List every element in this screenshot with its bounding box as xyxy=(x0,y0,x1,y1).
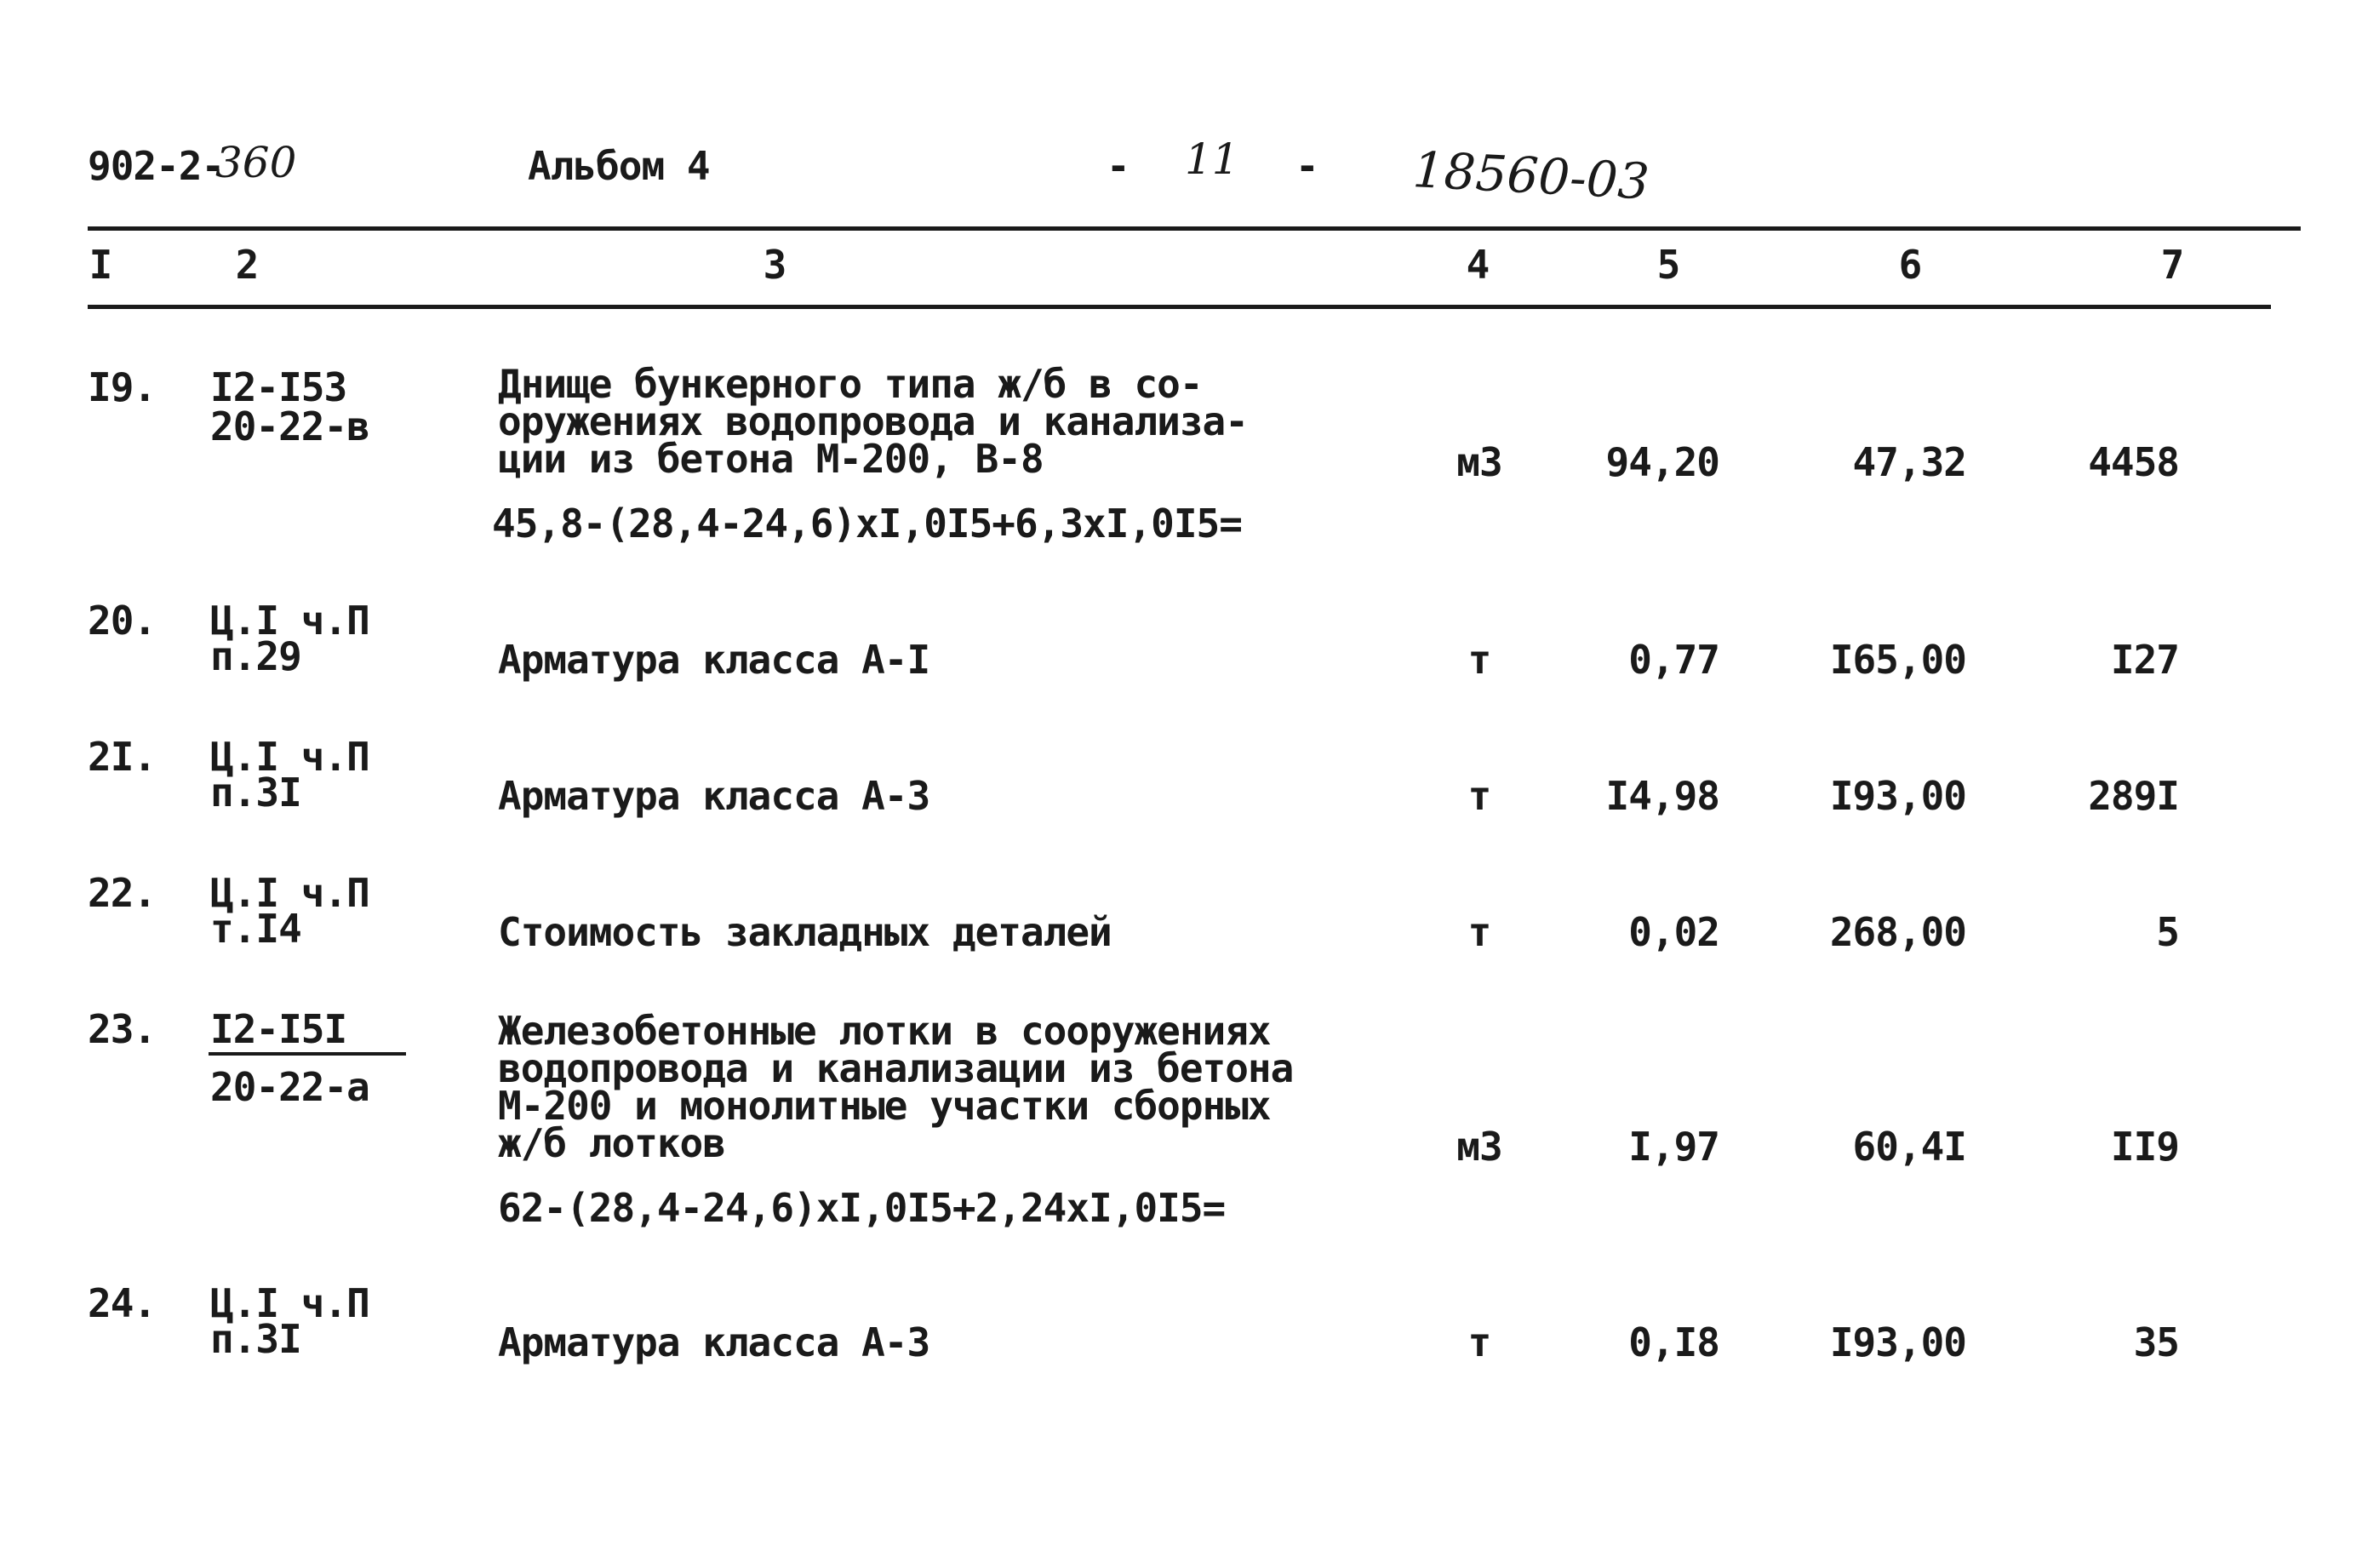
description-line: водопровода и канализации из бетона xyxy=(498,1045,1294,1091)
unit-price: I93,00 xyxy=(1829,773,1966,819)
col-header-4: 4 xyxy=(1466,242,1490,288)
unit: м3 xyxy=(1456,439,1502,485)
description-line: оружениях водопровода и канализа- xyxy=(498,398,1248,444)
unit: т xyxy=(1467,1319,1491,1365)
norm-code-line: Ц.I ч.П xyxy=(210,734,369,780)
total-cost: 289I xyxy=(2088,773,2179,819)
formula: 62-(28,4-24,6)xI,0I5+2,24xI,0I5= xyxy=(498,1185,1226,1231)
norm-code-line: 20-22-а xyxy=(210,1064,369,1110)
row-number: I9. xyxy=(88,364,157,410)
total-cost: 4458 xyxy=(2088,439,2179,485)
quantity: 0,77 xyxy=(1628,637,1719,683)
document-number: 18560-03 xyxy=(1411,140,1651,211)
quantity: I,97 xyxy=(1628,1124,1719,1170)
project-code-handwritten: 360 xyxy=(215,138,297,187)
description-line: Днище бункерного типа ж/б в со- xyxy=(498,361,1203,407)
quantity: 94,20 xyxy=(1605,439,1719,485)
unit: т xyxy=(1467,637,1491,683)
unit-price: I65,00 xyxy=(1829,637,1966,683)
page-number: 11 xyxy=(1185,134,1239,184)
unit: т xyxy=(1467,773,1491,819)
total-cost: 5 xyxy=(2156,909,2179,955)
page-dash-right: - xyxy=(1295,143,1318,189)
project-code: 902-2- xyxy=(88,143,225,189)
row-number: 2I. xyxy=(88,734,157,780)
total-cost: 35 xyxy=(2133,1319,2179,1365)
row-number: 22. xyxy=(88,870,157,916)
header-rule-bottom xyxy=(88,305,2271,309)
row-number: 20. xyxy=(88,598,157,644)
col-header-1: I xyxy=(89,242,112,288)
unit-price: 47,32 xyxy=(1852,439,1966,485)
unit-price: 268,00 xyxy=(1829,909,1966,955)
norm-code-line: Ц.I ч.П xyxy=(210,870,369,916)
description-line: Арматура класса А-3 xyxy=(498,1319,930,1365)
norm-code-line: п.3I xyxy=(210,770,301,815)
norm-code-line: п.3I xyxy=(210,1316,301,1362)
unit-price: 60,4I xyxy=(1852,1124,1966,1170)
total-cost: II9 xyxy=(2110,1124,2179,1170)
norm-code-line: Ц.I ч.П xyxy=(210,1280,369,1326)
row-number: 23. xyxy=(88,1006,157,1052)
quantity: 0,I8 xyxy=(1628,1319,1719,1365)
col-header-2: 2 xyxy=(235,242,259,288)
col-header-3: 3 xyxy=(763,242,786,288)
fraction-line xyxy=(209,1052,406,1056)
norm-code-line: 20-22-в xyxy=(210,403,369,449)
description-line: ции из бетона М-200, В-8 xyxy=(498,436,1044,482)
norm-code-line: I2-I5I xyxy=(210,1006,347,1052)
unit: т xyxy=(1467,909,1491,955)
description-line: М-200 и монолитные участки сборных xyxy=(498,1083,1271,1129)
description-line: Арматура класса А-3 xyxy=(498,773,930,819)
description-line: Стоимость закладных деталей xyxy=(498,909,1112,955)
page-dash-left: - xyxy=(1107,143,1130,189)
description-line: Арматура класса А-I xyxy=(498,637,930,683)
unit-price: I93,00 xyxy=(1829,1319,1966,1365)
norm-code-line: т.I4 xyxy=(210,906,301,952)
row-number: 24. xyxy=(88,1280,157,1326)
total-cost: I27 xyxy=(2110,637,2179,683)
col-header-5: 5 xyxy=(1656,242,1680,288)
formula: 45,8-(28,4-24,6)xI,0I5+6,3xI,0I5= xyxy=(492,501,1242,547)
description-line: Железобетонные лотки в сооружениях xyxy=(498,1008,1271,1054)
norm-code-line: I2-I53 xyxy=(210,364,347,410)
description-line: ж/б лотков xyxy=(498,1120,725,1166)
col-header-7: 7 xyxy=(2160,242,2184,288)
quantity: 0,02 xyxy=(1628,909,1719,955)
header-rule-top xyxy=(88,226,2301,231)
norm-code-line: п.29 xyxy=(210,633,301,679)
quantity: I4,98 xyxy=(1605,773,1719,819)
album-label: Альбом 4 xyxy=(528,143,710,189)
unit: м3 xyxy=(1456,1124,1502,1170)
col-header-6: 6 xyxy=(1898,242,1922,288)
norm-code-line: Ц.I ч.П xyxy=(210,598,369,644)
